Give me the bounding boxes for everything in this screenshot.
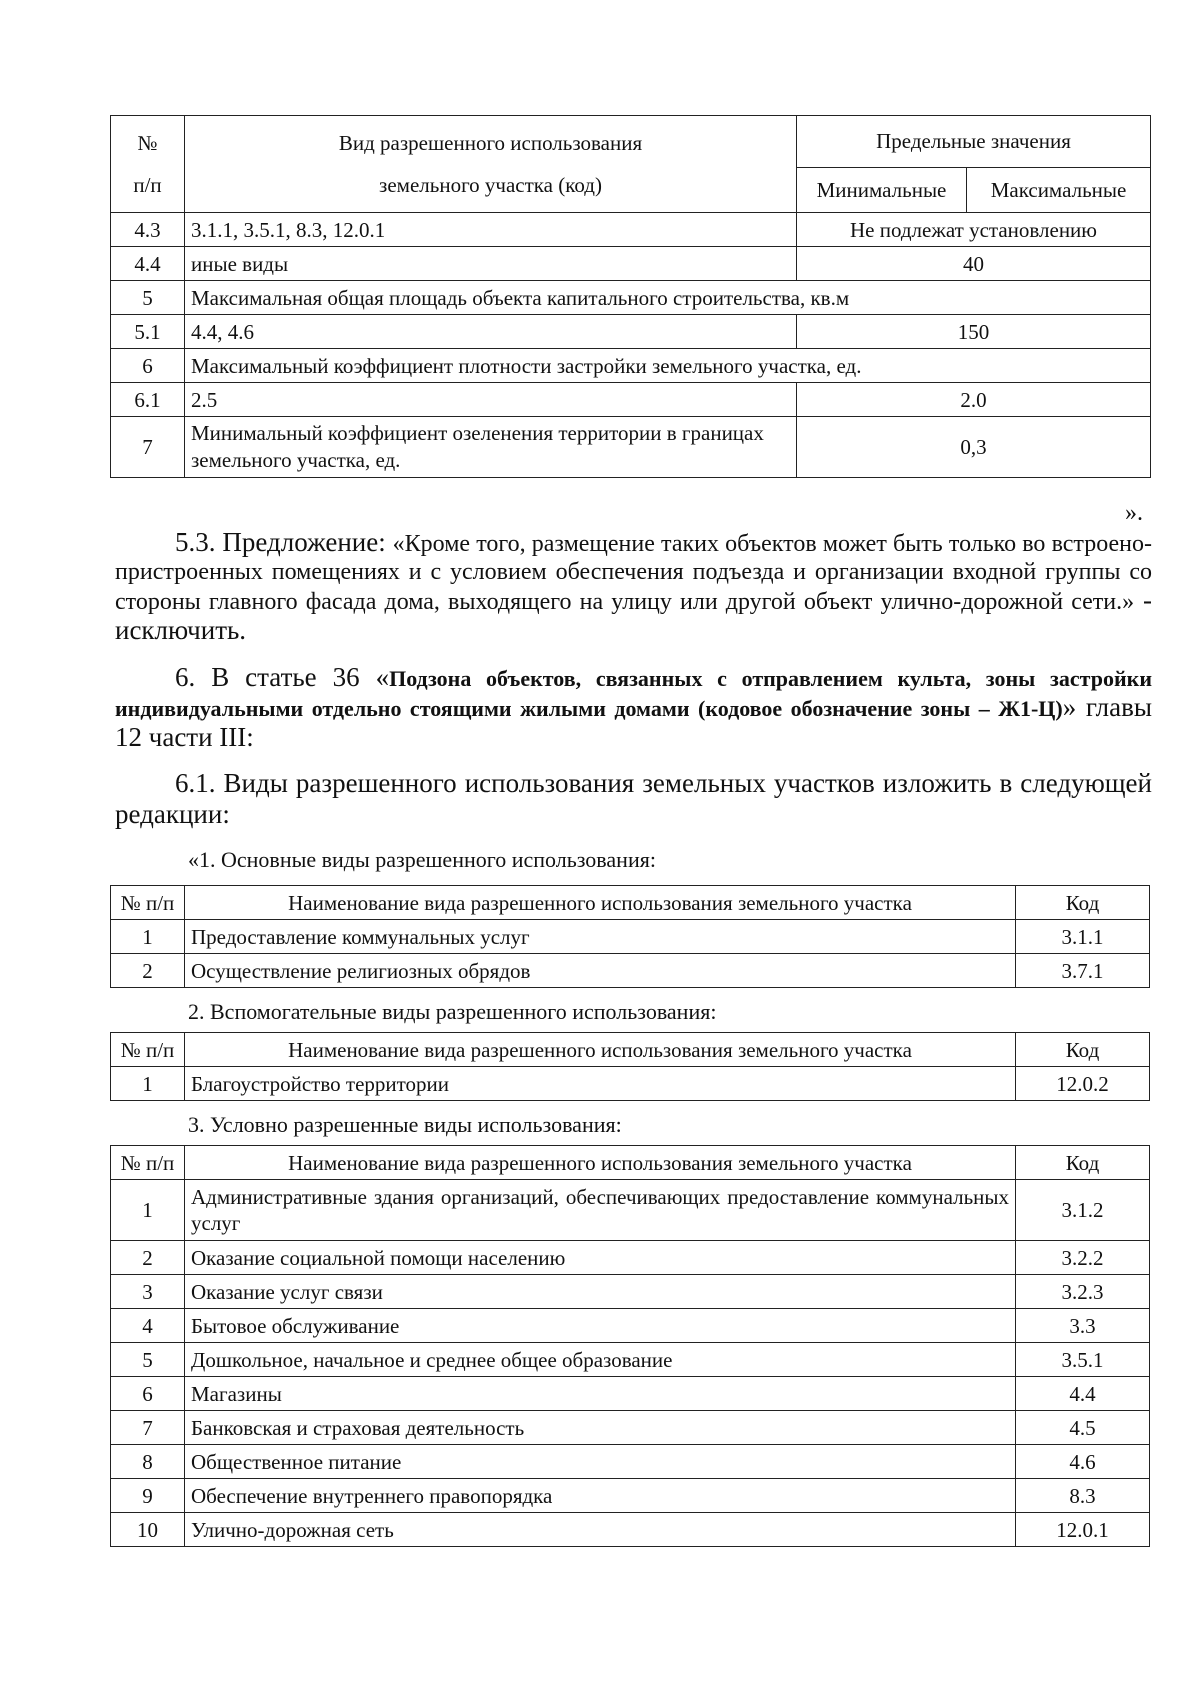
row-num: 5.1: [111, 315, 185, 349]
row-code: 3.2.2: [1016, 1241, 1150, 1275]
row-code: 3.5.1: [1016, 1343, 1150, 1377]
table-row: [111, 1513, 1150, 1547]
row-num: 6: [111, 1377, 185, 1411]
header-code: Код: [1016, 886, 1150, 920]
row-kind: Минимальный коэффициент озеленения территории в границах земельного участка, ед.: [185, 417, 797, 478]
table-row: [111, 1445, 1150, 1479]
header-kind-line1: Вид разрешенного использования: [338, 131, 643, 155]
row-full: Максимальный коэффициент плотности застройки земельного участка, ед.: [185, 349, 1151, 383]
table-row: [111, 1067, 1150, 1101]
row-value: Не подлежат установлению: [797, 213, 1151, 247]
header-code: Код: [1016, 1033, 1150, 1067]
row-name: Осуществление религиозных обрядов: [185, 954, 1016, 988]
table-row: [111, 1343, 1150, 1377]
header-num-line1: №: [137, 131, 158, 155]
table-row: [111, 920, 1150, 954]
header-num: № п/п: [111, 1033, 185, 1067]
row-value: 150: [797, 315, 1151, 349]
row-kind: иные виды: [185, 247, 797, 281]
row-num: 1: [111, 1180, 185, 1241]
row-value: 2.0: [797, 383, 1151, 417]
header-num: № п/п: [111, 886, 185, 920]
header-name: Наименование вида разрешенного использования земельного участка: [185, 1033, 1016, 1067]
paragraph-5-3-tail: - исключить.: [115, 585, 1152, 645]
row-name: Благоустройство территории: [185, 1067, 1016, 1101]
table-row: [111, 1241, 1150, 1275]
limits-row: [111, 383, 1151, 417]
row-name: Оказание социальной помощи населению: [185, 1241, 1016, 1275]
limits-row: [111, 349, 1151, 383]
limits-row: [111, 247, 1151, 281]
limits-row: [111, 281, 1151, 315]
row-num: 4.4: [111, 247, 185, 281]
row-num: 4.3: [111, 213, 185, 247]
aux-uses-table: [110, 1032, 1150, 1101]
row-num: 5: [111, 1343, 185, 1377]
row-code: 8.3: [1016, 1479, 1150, 1513]
table-row: [111, 1180, 1150, 1241]
section-3-title: 3. Условно разрешенные виды использования:: [188, 1112, 622, 1137]
row-code: 12.0.1: [1016, 1513, 1150, 1547]
row-num: 2: [111, 954, 185, 988]
header-min: Минимальные: [797, 167, 967, 212]
limits-row: [111, 315, 1151, 349]
paragraph-5-3: [115, 528, 1152, 646]
cond-uses-header: [111, 1146, 1150, 1180]
row-num: 9: [111, 1479, 185, 1513]
table-row: [111, 1479, 1150, 1513]
main-uses-header: [111, 886, 1150, 920]
table-row: [111, 1377, 1150, 1411]
limits-table: [110, 115, 1151, 478]
section-2-title: 2. Вспомогательные виды разрешенного использования:: [188, 999, 717, 1024]
table-row: [111, 1275, 1150, 1309]
paragraph-6-lead: 6. В статье 36 «: [175, 662, 390, 692]
limits-row: [111, 417, 1151, 478]
table-row: [111, 1411, 1150, 1445]
closing-quote: ».: [1125, 500, 1143, 526]
row-code: 3.3: [1016, 1309, 1150, 1343]
row-num: 8: [111, 1445, 185, 1479]
header-num: [111, 116, 185, 213]
limits-header-row-1: [111, 116, 1151, 168]
paragraph-6: [115, 663, 1152, 753]
paragraph-6-bold: Подзона объектов, связанных с отправлением культа, зоны застройки индивидуальными отдельно стоящими жилыми домами (кодовое обозначение зоны – Ж1-Ц): [115, 666, 1152, 721]
row-name: Административные здания организаций, обеспечивающих предоставление коммунальных услуг: [185, 1180, 1016, 1241]
row-name: Банковская и страховая деятельность: [185, 1411, 1016, 1445]
row-code: 4.4: [1016, 1377, 1150, 1411]
row-name: Магазины: [185, 1377, 1016, 1411]
header-code: Код: [1016, 1146, 1150, 1180]
row-value: 0,3: [797, 417, 1151, 478]
conditional-uses-table: [110, 1145, 1150, 1547]
header-name: Наименование вида разрешенного использования земельного участка: [185, 1146, 1016, 1180]
aux-uses-header: [111, 1033, 1150, 1067]
row-kind: 4.4, 4.6: [185, 315, 797, 349]
limits-row: [111, 213, 1151, 247]
row-name: Улично-дорожная сеть: [185, 1513, 1016, 1547]
row-name: Общественное питание: [185, 1445, 1016, 1479]
header-kind-line2: земельного участка (код): [379, 173, 602, 197]
main-uses-table: [110, 885, 1150, 988]
paragraph-6-tail: » главы 12 части III:: [115, 692, 1152, 752]
row-num: 6.1: [111, 383, 185, 417]
row-code: 12.0.2: [1016, 1067, 1150, 1101]
paragraph-5-3-quote: «Кроме того, размещение таких объектов может быть только во встроено-пристроенных помещениях и с условием обеспечения подъезда и организации входной группы со стороны главного фасада дома, выходящего на улицу или другой объект улично-дорожной сети.»: [115, 531, 1152, 615]
header-max: Максимальные: [967, 167, 1151, 212]
row-code: 3.2.3: [1016, 1275, 1150, 1309]
row-code: 3.1.1: [1016, 920, 1150, 954]
row-num: 1: [111, 920, 185, 954]
row-num: 4: [111, 1309, 185, 1343]
row-code: 3.1.2: [1016, 1180, 1150, 1241]
header-num: № п/п: [111, 1146, 185, 1180]
row-kind: 3.1.1, 3.5.1, 8.3, 12.0.1: [185, 213, 797, 247]
row-code: 4.6: [1016, 1445, 1150, 1479]
row-name: Оказание услуг связи: [185, 1275, 1016, 1309]
header-name: Наименование вида разрешенного использования земельного участка: [185, 886, 1016, 920]
row-num: 7: [111, 417, 185, 478]
row-num: 6: [111, 349, 185, 383]
row-name: Дошкольное, начальное и среднее общее образование: [185, 1343, 1016, 1377]
header-kind: [185, 116, 797, 213]
row-kind: 2.5: [185, 383, 797, 417]
row-num: 1: [111, 1067, 185, 1101]
row-name: Предоставление коммунальных услуг: [185, 920, 1016, 954]
row-code: 4.5: [1016, 1411, 1150, 1445]
row-value: 40: [797, 247, 1151, 281]
section-1-title: «1. Основные виды разрешенного использования:: [188, 847, 656, 872]
row-num: 3: [111, 1275, 185, 1309]
row-name: Бытовое обслуживание: [185, 1309, 1016, 1343]
table-row: [111, 954, 1150, 988]
row-num: 10: [111, 1513, 185, 1547]
row-full: Максимальная общая площадь объекта капитального строительства, кв.м: [185, 281, 1151, 315]
row-name: Обеспечение внутреннего правопорядка: [185, 1479, 1016, 1513]
row-num: 5: [111, 281, 185, 315]
row-num: 2: [111, 1241, 185, 1275]
paragraph-6-1: 6.1. Виды разрешенного использования земельных участков изложить в следующей редакции:: [115, 768, 1152, 829]
paragraph-5-3-lead: 5.3. Предложение:: [175, 527, 393, 557]
header-limits: Предельные значения: [797, 116, 1151, 168]
row-code: 3.7.1: [1016, 954, 1150, 988]
row-num: 7: [111, 1411, 185, 1445]
table-row: [111, 1309, 1150, 1343]
header-num-line2: п/п: [133, 173, 162, 197]
